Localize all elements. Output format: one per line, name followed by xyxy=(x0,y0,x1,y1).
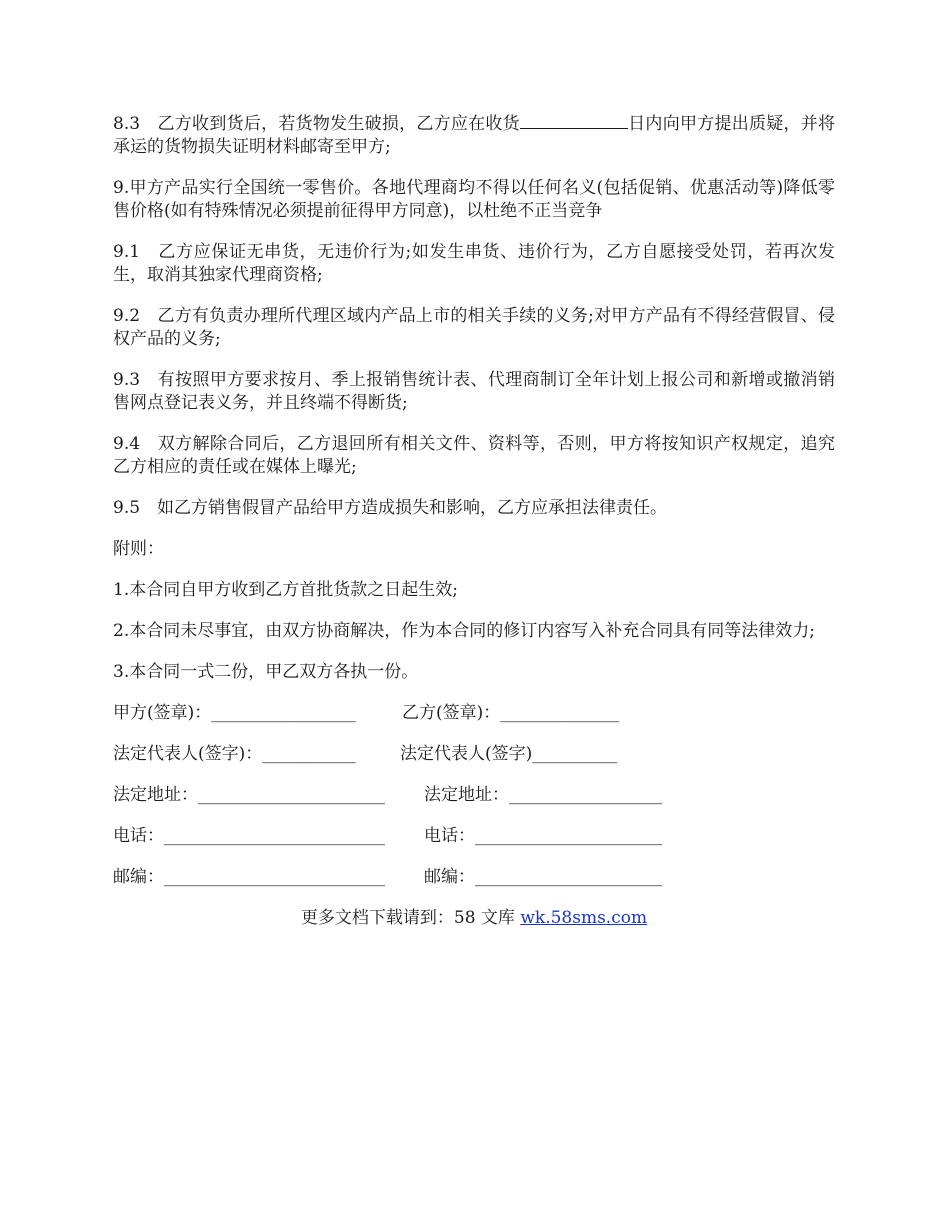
footer-text: 更多文档下载请到：58 文库 xyxy=(300,908,521,928)
appendix-item-3: 3.本合同一式二份，甲乙双方各执一份。 xyxy=(113,662,419,682)
signature-row-zip xyxy=(113,866,835,889)
clause-9: 9.甲方产品实行全国统一零售价。各地代理商均不得以任何名义(包括促销、优惠活动等)降低零售价格(如有特殊情况必须提前征得甲方同意)，以杜绝不正当竞争 xyxy=(113,178,835,221)
clause-9-1: 9.1 乙方应保证无串货，无违价行为;如发生串货、违价行为，乙方自愿接受处罚，若再次发生，取消其独家代理商资格; xyxy=(113,242,835,285)
party-a-seal: 甲方(签章)：_________________ xyxy=(113,703,356,723)
footer xyxy=(113,907,835,930)
days-blank xyxy=(520,110,628,129)
party-a-zip: 邮编：__________________________ xyxy=(113,867,385,887)
party-a-phone: 电话：__________________________ xyxy=(113,826,385,846)
clause-9-2: 9.2 乙方有负责办理所代理区域内产品上市的相关手续的义务;对甲方产品有不得经营假冒、侵权产品的义务; xyxy=(113,306,835,349)
party-b-rep: 法定代表人(签字)__________ xyxy=(400,744,618,764)
document-body xyxy=(113,110,835,930)
signature-row-seal xyxy=(113,702,835,725)
party-a-address: 法定地址：______________________ xyxy=(113,785,385,805)
appendix-heading: 附则： xyxy=(113,539,164,559)
appendix-item-1: 1.本合同自甲方收到乙方首批货款之日起生效; xyxy=(113,580,458,600)
appendix-item-2: 2.本合同未尽事宜，由双方协商解决，作为本合同的修订内容写入补充合同具有同等法律效力; xyxy=(113,621,815,641)
clause-8-3 xyxy=(113,110,835,159)
clause-9-5: 9.5 如乙方销售假冒产品给甲方造成损失和影响，乙方应承担法律责任。 xyxy=(113,498,668,518)
party-b-zip: 邮编：______________________ xyxy=(424,867,662,887)
clause-9-4: 9.4 双方解除合同后，乙方退回所有相关文件、资料等，否则，甲方将按知识产权规定，追究乙方相应的责任或在媒体上曝光; xyxy=(113,434,835,477)
clause-8-3-text-b: 日内向甲方提出质疑，并将承运的货物损失证明材料邮寄至甲方; xyxy=(113,114,835,157)
party-b-phone: 电话：______________________ xyxy=(424,826,662,846)
signature-row-phone xyxy=(113,825,835,848)
party-b-seal: 乙方(签章)：______________ xyxy=(402,703,620,723)
signature-row-rep xyxy=(113,743,835,766)
clause-8-3-text-a: 8.3 乙方收到货后，若货物发生破损，乙方应在收货 xyxy=(113,114,520,134)
clause-9-3: 9.3 有按照甲方要求按月、季上报销售统计表、代理商制订全年计划上报公司和新增或撤消销售网点登记表义务，并且终端不得断货; xyxy=(113,370,835,413)
signature-row-address xyxy=(113,784,835,807)
party-a-rep: 法定代表人(签字)：___________ xyxy=(113,744,356,764)
footer-link[interactable]: wk.58sms.com xyxy=(520,908,648,928)
party-b-address: 法定地址：__________________ xyxy=(424,785,662,805)
